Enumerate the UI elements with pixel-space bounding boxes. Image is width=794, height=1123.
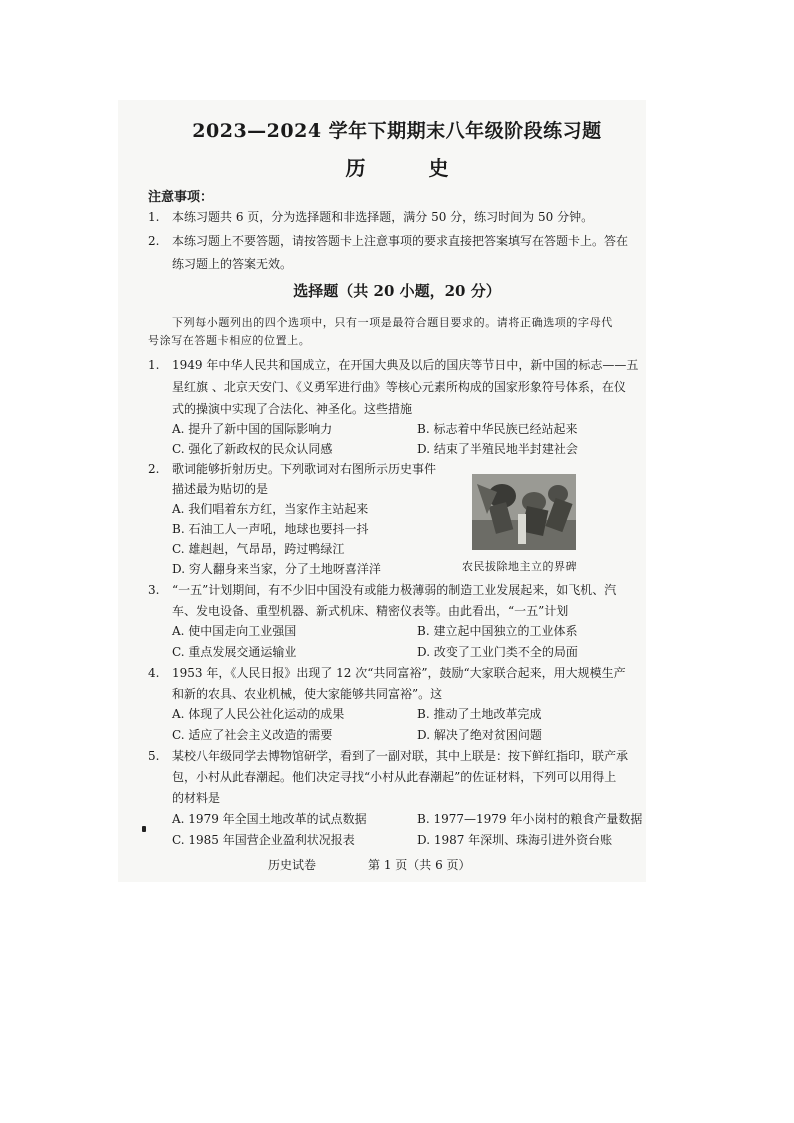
- question-number: 2.: [148, 462, 160, 476]
- option: D. 结束了半殖民地半封建社会: [417, 442, 578, 456]
- option: C. 重点发展交通运输业: [172, 645, 297, 659]
- question-stem: 描述最为贴切的是: [172, 482, 269, 496]
- note-text: 本练习题上不要答题，请按答题卡上注意事项的要求直接把答案填写在答题卡上。答在: [172, 234, 629, 248]
- note-text: 练习题上的答案无效。: [172, 257, 293, 271]
- section-instructions: 下列每小题列出的四个选项中，只有一项是最符合题目要求的。请将正确选项的字母代: [172, 316, 613, 329]
- option: D. 解决了绝对贫困问题: [417, 728, 542, 742]
- note-text: 本练习题共 6 页，分为选择题和非选择题，满分 50 分，练习时间为 50 分钟。: [172, 210, 594, 224]
- question-stem: 1949 年中华人民共和国成立，在开国大典及以后的国庆等节日中，新中国的标志——五: [172, 358, 639, 372]
- footer-subject: 历史试卷: [268, 858, 317, 872]
- photo-caption: 农民拔除地主立的界碑: [462, 560, 577, 573]
- option: A. 体现了人民公社化运动的成果: [172, 707, 345, 721]
- section-title: 选择题（共 20 小题，20 分）: [293, 282, 501, 300]
- option: B. 1977—1979 年小岗村的粮食产量数据: [417, 812, 643, 826]
- historical-photo: [472, 474, 576, 550]
- question-stem: 星红旗 、北京天安门、《义勇军进行曲》等核心元素所构成的国家形象符号体系，在仪: [172, 380, 626, 394]
- option: A. 使中国走向工业强国: [172, 624, 297, 638]
- question-number: 3.: [148, 583, 160, 597]
- footer-page-number: 第 1 页（共 6 页）: [368, 858, 471, 872]
- option: D. 穷人翻身来当家，分了土地呀喜洋洋: [172, 562, 381, 576]
- option: A. 提升了新中国的国际影响力: [172, 422, 333, 436]
- question-stem: 1953 年，《人民日报》出现了 12 次“共同富裕”，鼓励“大家联合起来，用大规模生产: [172, 666, 626, 680]
- note-number: 1.: [148, 210, 160, 224]
- exam-subject: 历 史: [345, 156, 477, 180]
- scan-speck: [142, 826, 146, 832]
- question-stem: 式的操演中实现了合法化、神圣化。这些措施: [172, 402, 413, 416]
- question-stem: 某校八年级同学去博物馆研学，看到了一副对联，其中上联是：按下鲜红指印，联产承: [172, 749, 629, 763]
- question-number: 5.: [148, 749, 160, 763]
- section-instructions: 号涂写在答题卡相应的位置上。: [148, 334, 311, 347]
- photo-illustration: [472, 474, 576, 550]
- option: B. 石油工人一声吼，地球也要抖一抖: [172, 522, 369, 536]
- option: A. 我们唱着东方红，当家作主站起来: [172, 502, 369, 516]
- notes-heading: 注意事项：: [148, 190, 214, 205]
- note-number: 2.: [148, 234, 160, 248]
- option: C. 1985 年国营企业盈利状况报表: [172, 833, 355, 847]
- question-stem: 和新的农具、农业机械，使大家能够共同富裕”。这: [172, 687, 443, 701]
- question-number: 1.: [148, 358, 160, 372]
- option: A. 1979 年全国土地改革的试点数据: [172, 812, 367, 826]
- option: C. 适应了社会主义改造的需要: [172, 728, 333, 742]
- option: C. 雄赳赳，气昂昂，跨过鸭绿江: [172, 542, 345, 556]
- option: D. 1987 年深圳、珠海引进外资台账: [417, 833, 613, 847]
- exam-title: 2023—2024 学年下期期末八年级阶段练习题: [192, 120, 602, 142]
- option: D. 改变了工业门类不全的局面: [417, 645, 578, 659]
- option: B. 推动了土地改革完成: [417, 707, 542, 721]
- question-stem: 的材料是: [172, 791, 221, 805]
- question-stem: “一五”计划期间，有不少旧中国没有或能力极薄弱的制造工业发展起来，如飞机、汽: [172, 583, 617, 597]
- question-stem: 歌词能够折射历史。下列歌词对右图所示历史事件: [172, 462, 437, 476]
- question-stem: 包，小村从此春潮起。他们决定寻找“小村从此春潮起”的佐证材料，下列可以用得上: [172, 770, 617, 784]
- option: B. 建立起中国独立的工业体系: [417, 624, 578, 638]
- question-number: 4.: [148, 666, 160, 680]
- option: C. 强化了新政权的民众认同感: [172, 442, 333, 456]
- option: B. 标志着中华民族已经站起来: [417, 422, 578, 436]
- question-stem: 车、发电设备、重型机器、新式机床、精密仪表等。由此看出，“一五”计划: [172, 604, 569, 618]
